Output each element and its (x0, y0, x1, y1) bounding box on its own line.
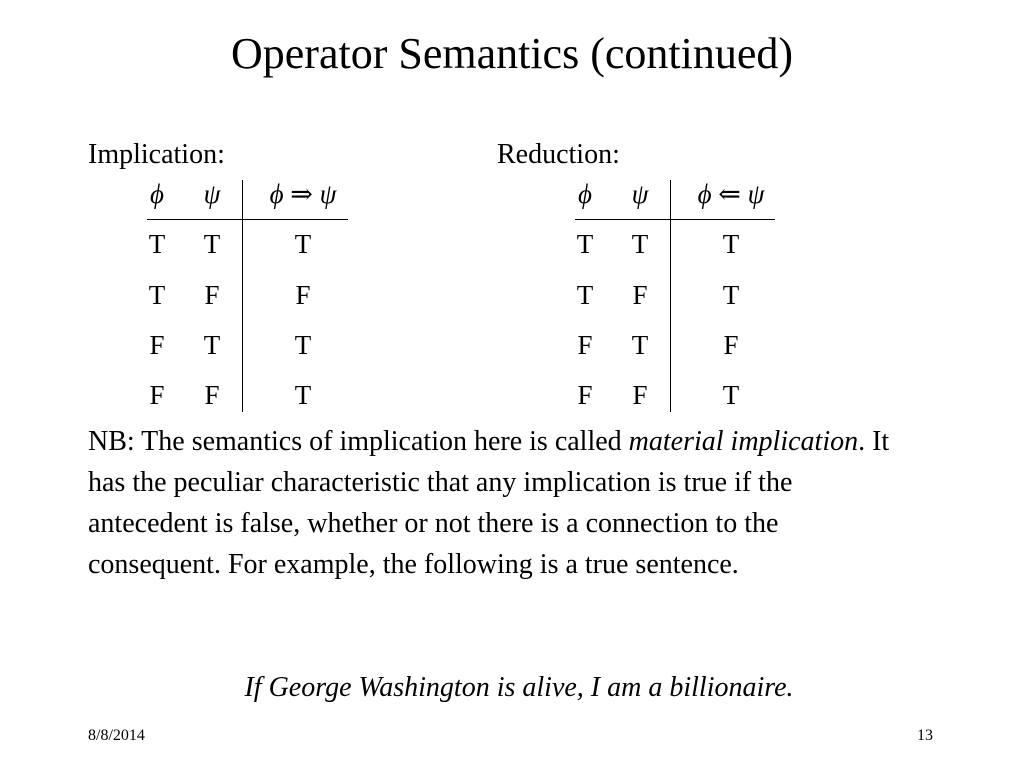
reduction-cell: T (722, 280, 740, 310)
note-prefix: NB: The semantics of implication here is called (88, 426, 629, 457)
implication-cell: F (204, 380, 220, 410)
implication-cell: F (295, 280, 311, 310)
reduction-cell: F (577, 330, 593, 360)
reduction-header-psi: ψ (631, 179, 649, 209)
implication-cell: T (148, 280, 166, 310)
implication-cell: F (204, 280, 220, 310)
reduction-cell: F (632, 280, 648, 310)
implication-cell: T (294, 330, 312, 360)
implication-cell: F (149, 380, 165, 410)
reduction-cell: T (722, 380, 740, 410)
implication-cell: T (294, 229, 312, 259)
implication-header-phi: ϕ (150, 179, 164, 209)
note-body: . It has the peculiar characteristic that any implication is true if the antecedent is false, whether or not there is a connection to the consequent. For example, the following is a true sentence. (88, 426, 890, 580)
implication-cell: T (203, 229, 221, 259)
slide-title: Operator Semantics (continued) (230, 29, 794, 78)
reduction-cell: T (576, 229, 594, 259)
implication-header-result: ϕ ⇒ ψ (269, 179, 337, 209)
note-term: material implication (628, 426, 859, 457)
implication-cell: F (149, 330, 165, 360)
implication-cell: T (203, 330, 221, 360)
reduction-column-rule (670, 180, 671, 412)
implication-cell: T (294, 380, 312, 410)
reduction-cell: T (576, 280, 594, 310)
example-sentence: If George Washington is alive, I am a billionaire. (244, 672, 794, 703)
implication-column-rule (242, 180, 243, 412)
reduction-cell: F (723, 330, 739, 360)
reduction-cell: T (631, 330, 649, 360)
reduction-header-rule (575, 219, 775, 220)
reduction-cell: F (632, 380, 648, 410)
material-implication-note (88, 421, 908, 585)
implication-header-psi: ψ (203, 179, 221, 209)
reduction-header-phi: ϕ (578, 179, 592, 209)
reduction-cell: T (722, 229, 740, 259)
footer-date: 8/8/2014 (88, 727, 145, 744)
reduction-header-result: ϕ ⇐ ψ (697, 179, 765, 209)
implication-header-rule (147, 219, 348, 220)
implication-label: Implication: (88, 139, 225, 170)
reduction-cell: T (631, 229, 649, 259)
page-number: 13 (917, 727, 933, 744)
reduction-label: Reduction: (497, 139, 620, 170)
implication-cell: T (148, 229, 166, 259)
reduction-cell: F (577, 380, 593, 410)
